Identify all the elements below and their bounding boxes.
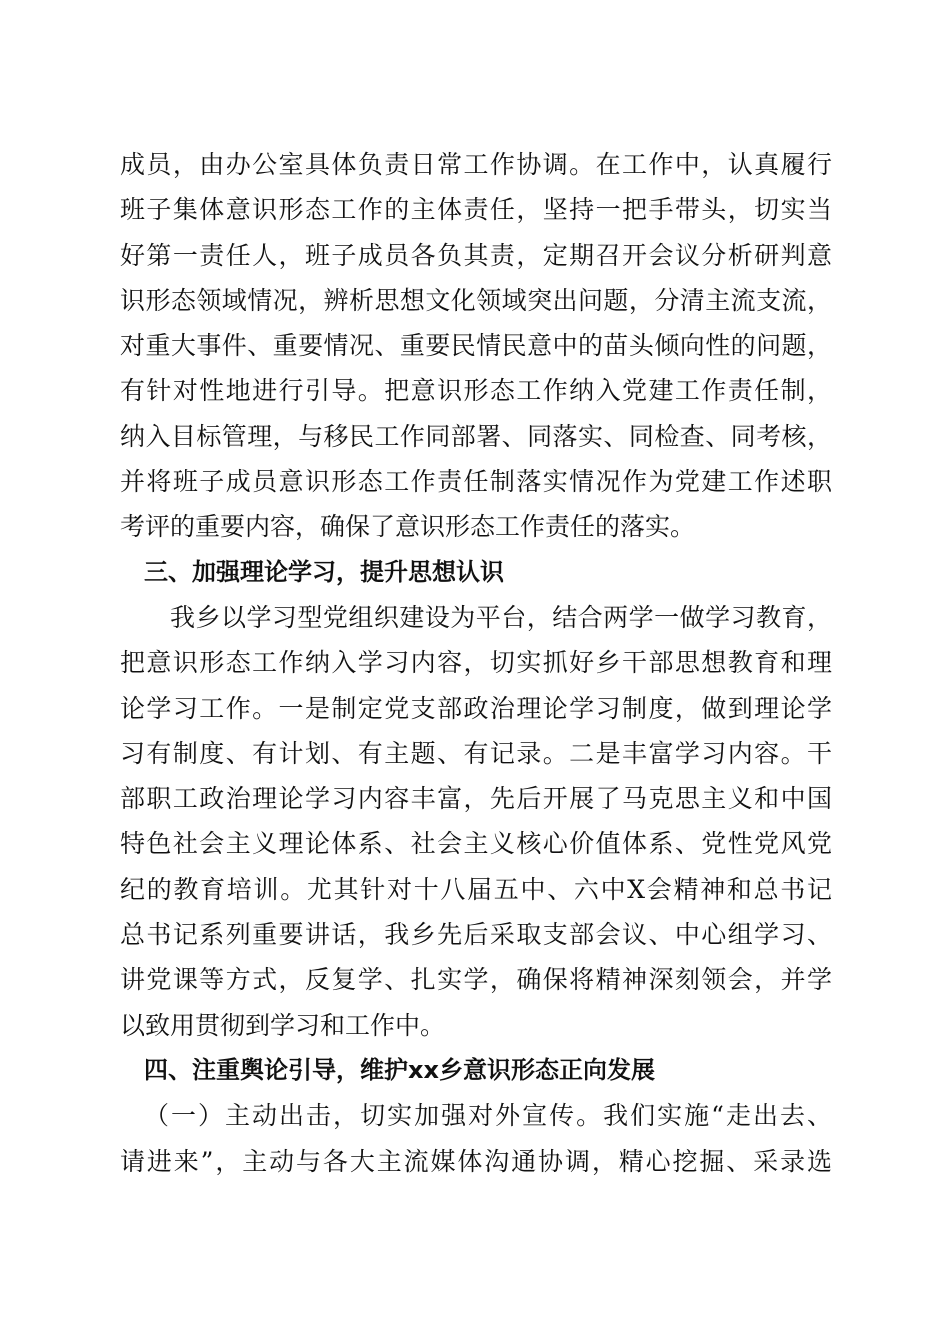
paragraph-line: 考评的重要内容，确保了意识形态工作责任的落实。	[120, 512, 696, 542]
section-3-heading: 三、加强理论学习，提升思想认识	[144, 557, 504, 586]
paragraph-line: 把意识形态工作纳入学习内容，切实抓好乡干部思想教育和理	[120, 648, 832, 678]
paragraph-line: 论学习工作。一是制定党支部政治理论学习制度，做到理论学	[120, 693, 832, 723]
paragraph-line: 对重大事件、重要情况、重要民情民意中的苗头倾向性的问题，	[120, 331, 832, 361]
paragraph-line: 请进来”，主动与各大主流媒体沟通协调，精心挖掘、采录选	[120, 1146, 832, 1176]
section-2-paragraph	[120, 142, 832, 550]
section-3-paragraph	[120, 595, 832, 1048]
document-body	[120, 142, 832, 1184]
section-4-paragraph	[120, 1093, 832, 1184]
paragraph-line: 成员，由办公室具体负责日常工作协调。在工作中，认真履行	[120, 150, 832, 179]
paragraph-line: 并将班子成员意识形态工作责任制落实情况作为党建工作述职	[120, 467, 832, 497]
paragraph-line: 有针对性地进行引导。把意识形态工作纳入党建工作责任制，	[120, 376, 832, 406]
paragraph-line: 我乡以学习型党组织建设为平台，结合两学一做学习教育，	[170, 602, 832, 632]
paragraph-line: 特色社会主义理论体系、社会主义核心价值体系、党性党风党	[120, 829, 832, 859]
paragraph-line: 纪的教育培训。尤其针对十八届五中、六中X会精神和总书记	[120, 874, 832, 904]
paragraph-line: 讲党课等方式，反复学、扎实学，确保将精神深刻领会，并学	[120, 965, 832, 995]
paragraph-line: 总书记系列重要讲话，我乡先后采取支部会议、中心组学习、	[120, 920, 832, 950]
section-4-heading: 四、注重舆论引导，维护xx乡意识形态正向发展	[144, 1055, 655, 1084]
paragraph-line: 好第一责任人，班子成员各负其责，定期召开会议分析研判意	[120, 240, 832, 270]
paragraph-line: 以致用贯彻到学习和工作中。	[120, 1010, 446, 1040]
paragraph-line: （一）主动出击，切实加强对外宣传。我们实施“走出去、	[144, 1101, 832, 1131]
paragraph-line: 纳入目标管理，与移民工作同部署、同落实、同检查、同考核，	[120, 421, 832, 451]
paragraph-line: 班子集体意识形态工作的主体责任，坚持一把手带头，切实当	[120, 195, 832, 225]
paragraph-line: 习有制度、有计划、有主题、有记录。二是丰富学习内容。干	[120, 738, 832, 768]
paragraph-line: 识形态领域情况，辨析思想文化领域突出问题，分清主流支流，	[120, 285, 832, 315]
paragraph-line: 部职工政治理论学习内容丰富，先后开展了马克思主义和中国	[120, 784, 832, 814]
